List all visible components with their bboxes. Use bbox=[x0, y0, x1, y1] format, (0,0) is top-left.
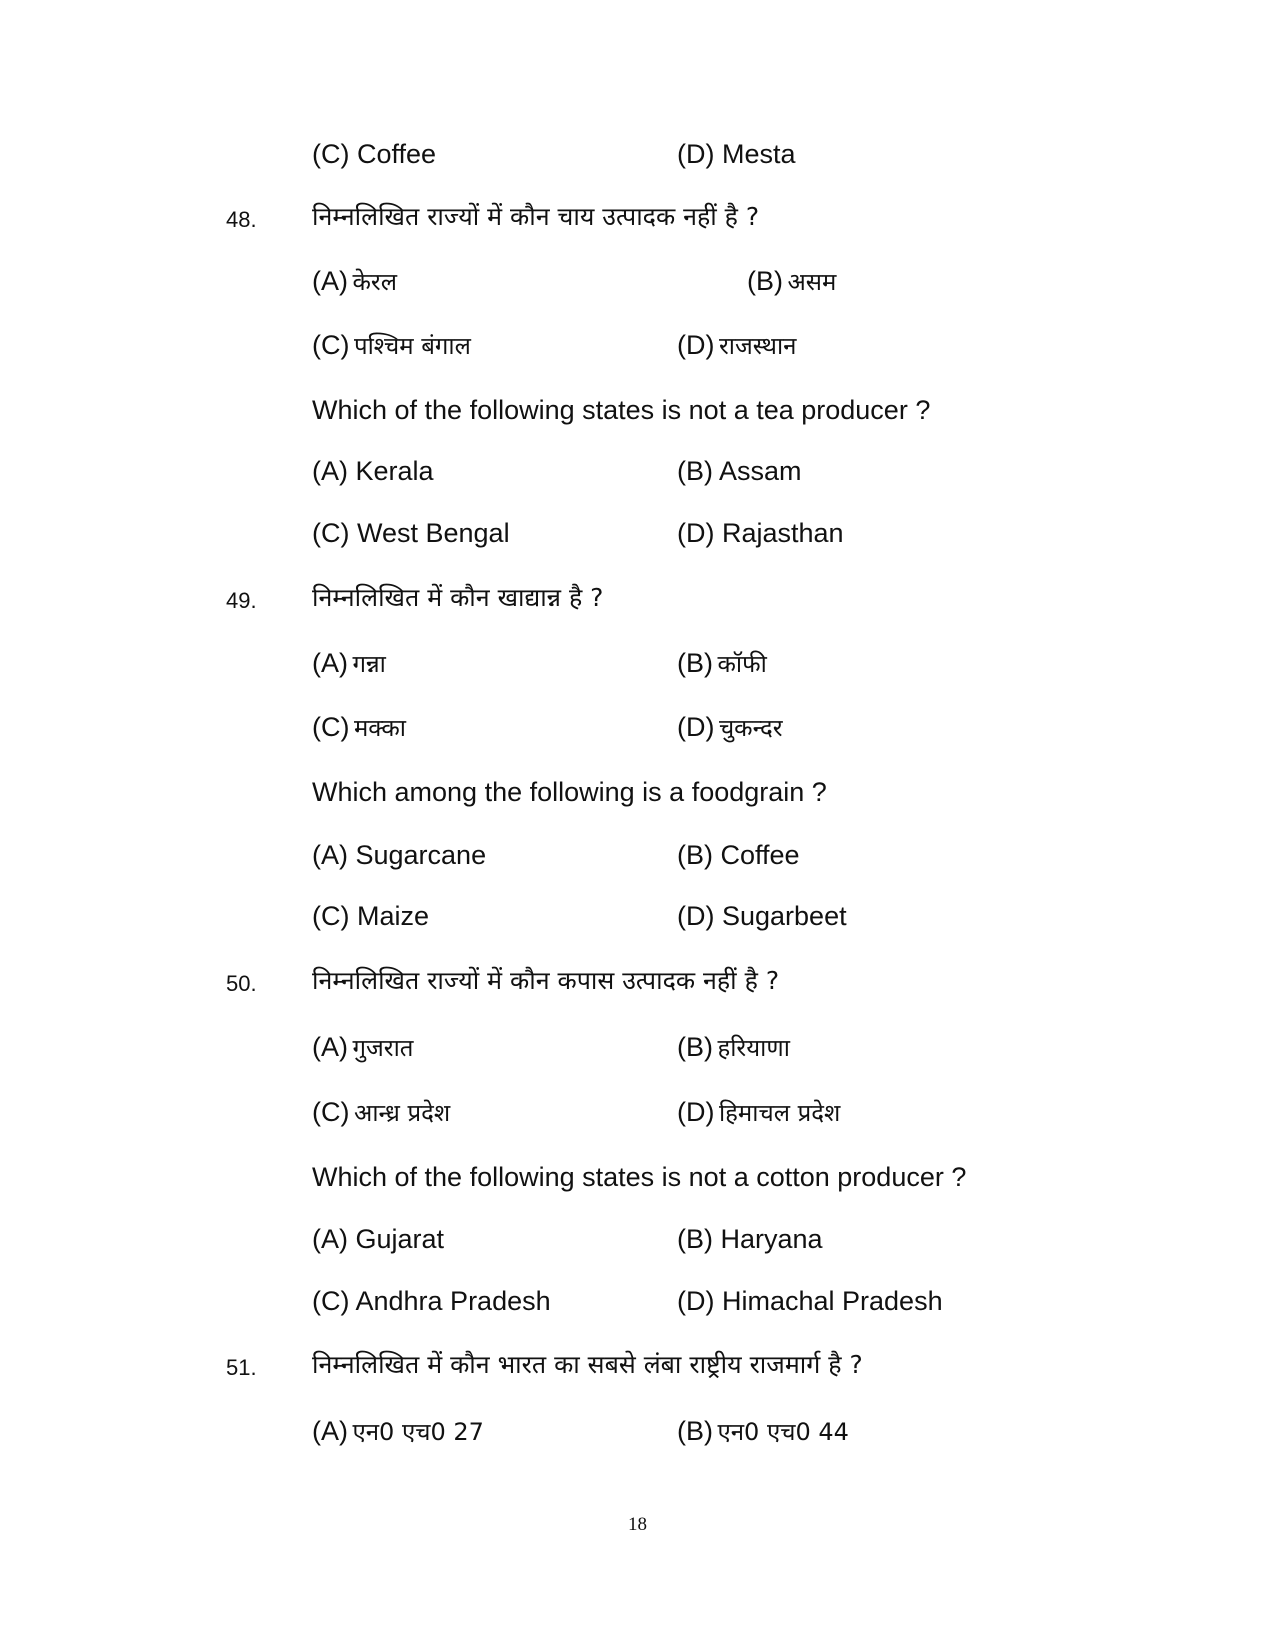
option-text: केरल bbox=[352, 268, 397, 296]
question-text-hindi: निम्नलिखित में कौन भारत का सबसे लंबा राष्ट्रीय राजमार्ग है ? bbox=[312, 1350, 863, 1379]
option-label: (A) bbox=[312, 266, 348, 296]
option-text: पश्चिम बंगाल bbox=[353, 332, 471, 360]
option-label: (B) bbox=[747, 266, 783, 296]
question-text-english: Which of the following states is not a tea producer ? bbox=[312, 395, 931, 425]
option-a-hindi bbox=[312, 1034, 414, 1061]
option-text: हरियाणा bbox=[717, 1034, 790, 1062]
option-text: राजस्थान bbox=[718, 332, 797, 360]
option-label: (B) bbox=[677, 648, 713, 678]
question-text-hindi: निम्नलिखित राज्यों में कौन कपास उत्पादक नहीं है ? bbox=[312, 966, 780, 995]
option-b-english: (B) Haryana bbox=[677, 1224, 823, 1254]
question-text-english: Which among the following is a foodgrain ? bbox=[312, 777, 827, 807]
option-label: (A) bbox=[312, 648, 348, 678]
option-label: (B) bbox=[677, 1416, 713, 1446]
option-text: हिमाचल प्रदेश bbox=[718, 1099, 841, 1127]
option-text: एन0 एच0 44 bbox=[717, 1418, 849, 1446]
question-number: 48. bbox=[226, 207, 257, 232]
option-d-english: (D) Rajasthan bbox=[677, 518, 844, 548]
option-c-english: (C) West Bengal bbox=[312, 518, 510, 548]
option-b-english: (B) Coffee bbox=[677, 840, 800, 870]
option-label: (A) bbox=[312, 1032, 348, 1062]
option-c-hindi bbox=[312, 332, 471, 359]
option-d-english: (D) Himachal Pradesh bbox=[677, 1286, 943, 1316]
option-d-english: (D) Sugarbeet bbox=[677, 901, 847, 931]
option-b-hindi bbox=[677, 1418, 849, 1445]
option-c-hindi bbox=[312, 714, 406, 741]
option-a-english: (A) Gujarat bbox=[312, 1224, 445, 1254]
option-text: असम bbox=[787, 268, 837, 296]
option-b-english: (B) Assam bbox=[677, 456, 802, 486]
option-c-english: (C) Andhra Pradesh bbox=[312, 1286, 551, 1316]
question-text-hindi: निम्नलिखित में कौन खाद्यान्न है ? bbox=[312, 583, 604, 612]
question-number: 50. bbox=[226, 971, 257, 996]
option-label: (C) bbox=[312, 712, 350, 742]
option-text: कॉफी bbox=[717, 650, 767, 678]
option-text: आन्ध्र प्रदेश bbox=[353, 1099, 451, 1127]
option-d-hindi bbox=[677, 714, 783, 741]
option-c-hindi bbox=[312, 1099, 450, 1126]
option-d-mesta: (D) Mesta bbox=[677, 139, 796, 169]
option-text: एन0 एच0 27 bbox=[352, 1418, 484, 1446]
option-d-hindi bbox=[677, 1099, 840, 1126]
option-b-hindi bbox=[677, 1034, 790, 1061]
option-d-hindi bbox=[677, 332, 797, 359]
question-text-hindi: निम्नलिखित राज्यों में कौन चाय उत्पादक नहीं है ? bbox=[312, 202, 760, 231]
page-number: 18 bbox=[628, 1514, 647, 1535]
option-text: चुकन्दर bbox=[718, 714, 783, 742]
option-a-hindi bbox=[312, 268, 397, 295]
option-label: (C) bbox=[312, 330, 350, 360]
option-b-hindi bbox=[677, 650, 767, 677]
option-a-english: (A) Kerala bbox=[312, 456, 434, 486]
option-a-english: (A) Sugarcane bbox=[312, 840, 487, 870]
option-label: (A) bbox=[312, 1416, 348, 1446]
question-number: 51. bbox=[226, 1355, 257, 1380]
option-c-english: (C) Maize bbox=[312, 901, 430, 931]
option-b-hindi bbox=[747, 268, 836, 295]
option-label: (C) bbox=[312, 1097, 350, 1127]
option-a-hindi bbox=[312, 1418, 484, 1445]
question-text-english: Which of the following states is not a cotton producer ? bbox=[312, 1162, 967, 1192]
option-label: (D) bbox=[677, 712, 715, 742]
option-label: (D) bbox=[677, 1097, 715, 1127]
option-text: गन्ना bbox=[352, 650, 386, 678]
option-a-hindi bbox=[312, 650, 386, 677]
option-c-coffee: (C) Coffee bbox=[312, 139, 437, 169]
question-number: 49. bbox=[226, 588, 257, 613]
option-text: गुजरात bbox=[352, 1034, 414, 1062]
option-label: (B) bbox=[677, 1032, 713, 1062]
option-text: मक्का bbox=[353, 714, 407, 742]
option-label: (D) bbox=[677, 330, 715, 360]
